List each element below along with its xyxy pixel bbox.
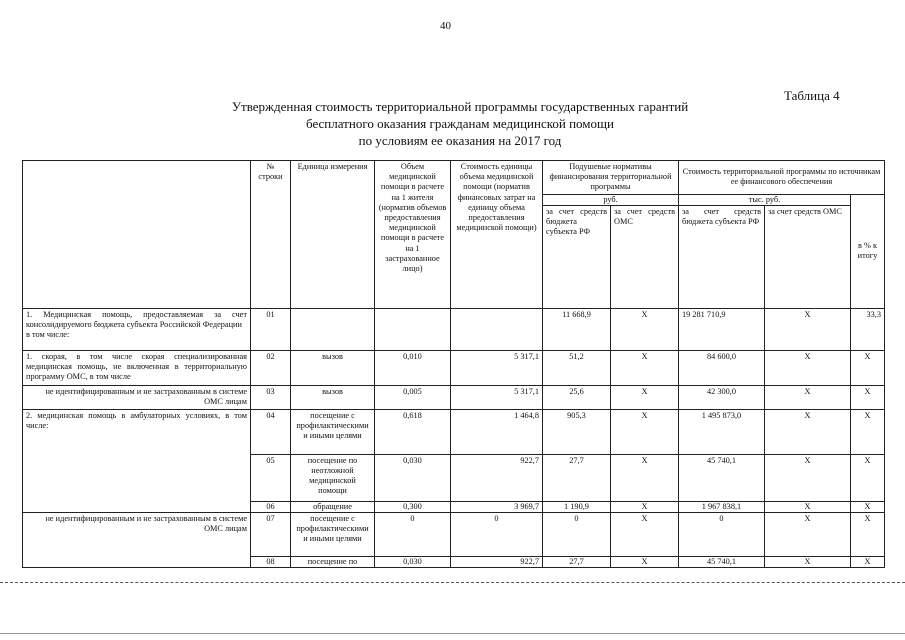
row-pc-budget: 0 <box>543 513 611 557</box>
row-cost-oms: Х <box>765 308 851 350</box>
row-percent: Х <box>851 454 885 501</box>
row-unit: посещение по <box>291 557 375 568</box>
row-cost-oms: Х <box>765 513 851 557</box>
page-number: 40 <box>440 20 451 32</box>
table-row <box>23 513 885 557</box>
row-pc-budget: 51,2 <box>543 350 611 385</box>
row-volume: 0,030 <box>375 557 451 568</box>
row-percent: Х <box>851 557 885 568</box>
header-volume: Объем медицинской помощи в расчете на 1 жителя (норматив объемов предоставления медицинской помощи в расчете на 1 застрахованное лицо) <box>375 161 451 309</box>
row-unit: посещение с профилактическими и иными целями <box>291 513 375 557</box>
row-cost-oms: Х <box>765 409 851 454</box>
row-percent: Х <box>851 385 885 409</box>
row-pc-budget: 1 190,9 <box>543 501 611 512</box>
row-cost-budget: 1 967 838,1 <box>679 501 765 512</box>
header-per-capita: Подушевые нормативы финансирования территориальной программы <box>543 161 679 195</box>
row-unit-cost: 5 317,1 <box>451 350 543 385</box>
table-row <box>23 350 885 385</box>
row-pc-oms: Х <box>611 501 679 512</box>
row-unit-cost: 922,7 <box>451 454 543 501</box>
header-cost-oms: за счет средств ОМС <box>765 205 851 308</box>
row-pc-oms: Х <box>611 557 679 568</box>
row-cost-budget: 45 740,1 <box>679 557 765 568</box>
title-line-3: по условиям ее оказания на 2017 год <box>358 133 562 148</box>
header-percent: в % к итогу <box>851 194 885 308</box>
row-unit: обращение <box>291 501 375 512</box>
row-cost-oms: Х <box>765 557 851 568</box>
table-row <box>23 409 885 454</box>
row-pc-budget: 25,6 <box>543 385 611 409</box>
scan-artifact-line-bottom <box>0 633 905 634</box>
row-pc-budget: 27,7 <box>543 557 611 568</box>
row-pc-budget: 905,3 <box>543 409 611 454</box>
header-cost-group: Стоимость территориальной программы по источникам ее финансового обеспечения <box>679 161 885 195</box>
row-unit-cost: 1 464,8 <box>451 409 543 454</box>
header-cost-budget: за счет средств бюджета субъекта РФ <box>679 205 765 308</box>
row-cost-budget: 19 281 710,9 <box>679 308 765 350</box>
row-unit-cost: 0 <box>451 513 543 557</box>
row-percent: Х <box>851 409 885 454</box>
row-percent: Х <box>851 501 885 512</box>
row-pc-oms: Х <box>611 513 679 557</box>
row-pc-oms: Х <box>611 409 679 454</box>
header-row-1 <box>23 161 885 195</box>
row-cost-oms: Х <box>765 501 851 512</box>
row-name: 1. Медицинская помощь, предоставляемая за счет консолидируемого бюджета субъекта Российской Федерации в том числе: <box>23 308 251 350</box>
header-blank <box>23 161 251 309</box>
row-unit: вызов <box>291 350 375 385</box>
header-unit: Единица измерения <box>291 161 375 309</box>
scan-artifact-line <box>0 582 905 583</box>
header-cost-unit: тыс. руб. <box>679 194 851 205</box>
row-cost-budget: 84 600,0 <box>679 350 765 385</box>
header-unit-cost: Стоимость единицы объема медицинской помощи (норматив финансовых затрат на единицу объема предоставления медицинской помощи) <box>451 161 543 309</box>
row-name: 2. медицинская помощь в амбулаторных условиях, в том числе: <box>23 409 251 512</box>
row-unit-cost: 3 969,7 <box>451 501 543 512</box>
cost-table <box>22 160 885 568</box>
row-unit-cost <box>451 308 543 350</box>
row-pc-budget: 11 668,9 <box>543 308 611 350</box>
row-volume <box>375 308 451 350</box>
row-cost-oms: Х <box>765 385 851 409</box>
row-cost-budget: 1 495 873,0 <box>679 409 765 454</box>
title-line-1: Утвержденная стоимость территориальной программы государственных гарантий <box>231 99 689 114</box>
row-volume: 0,618 <box>375 409 451 454</box>
document-title <box>180 98 740 149</box>
header-pc-budget: за счет средств бюджета субъекта РФ <box>543 205 611 308</box>
row-unit: посещение по неотложной медицинской помощи <box>291 454 375 501</box>
row-cost-oms: Х <box>765 454 851 501</box>
title-line-2: бесплатного оказания гражданам медицинской помощи <box>306 116 614 131</box>
table-label: Таблица 4 <box>784 88 840 103</box>
row-cost-oms: Х <box>765 350 851 385</box>
row-volume: 0 <box>375 513 451 557</box>
row-volume: 0,005 <box>375 385 451 409</box>
row-pc-oms: Х <box>611 454 679 501</box>
row-pc-oms: Х <box>611 350 679 385</box>
row-number: 01 <box>251 308 291 350</box>
row-unit: посещение с профилактическими и иными целями <box>291 409 375 454</box>
row-pc-oms: Х <box>611 385 679 409</box>
row-volume: 0,010 <box>375 350 451 385</box>
row-number: 07 <box>251 513 291 557</box>
row-volume: 0,030 <box>375 454 451 501</box>
row-number: 05 <box>251 454 291 501</box>
table-row <box>23 308 885 350</box>
row-pc-oms: Х <box>611 308 679 350</box>
row-number: 06 <box>251 501 291 512</box>
row-cost-budget: 45 740,1 <box>679 454 765 501</box>
row-unit-cost: 5 317,1 <box>451 385 543 409</box>
row-number: 08 <box>251 557 291 568</box>
row-name: 1. скорая, в том числе скорая специализированная медицинская помощь, не включенная в территориальную программу ОМС, в том числе <box>23 350 251 385</box>
row-unit <box>291 308 375 350</box>
header-per-capita-unit: руб. <box>543 194 679 205</box>
row-percent: 33,3 <box>851 308 885 350</box>
header-pc-oms: за счет средств ОМС <box>611 205 679 308</box>
table-row <box>23 385 885 409</box>
row-name: не идентифицированным и не застрахованным в системе ОМС лицам <box>23 385 251 409</box>
row-cost-budget: 0 <box>679 513 765 557</box>
row-name: не идентифицированным и не застрахованным в системе ОМС лицам <box>23 513 251 568</box>
row-number: 04 <box>251 409 291 454</box>
row-unit: вызов <box>291 385 375 409</box>
row-number: 02 <box>251 350 291 385</box>
header-row-number: № строки <box>251 161 291 309</box>
row-percent: Х <box>851 350 885 385</box>
row-pc-budget: 27,7 <box>543 454 611 501</box>
row-volume: 0,300 <box>375 501 451 512</box>
row-cost-budget: 42 300,0 <box>679 385 765 409</box>
row-unit-cost: 922,7 <box>451 557 543 568</box>
row-percent: Х <box>851 513 885 557</box>
row-number: 03 <box>251 385 291 409</box>
